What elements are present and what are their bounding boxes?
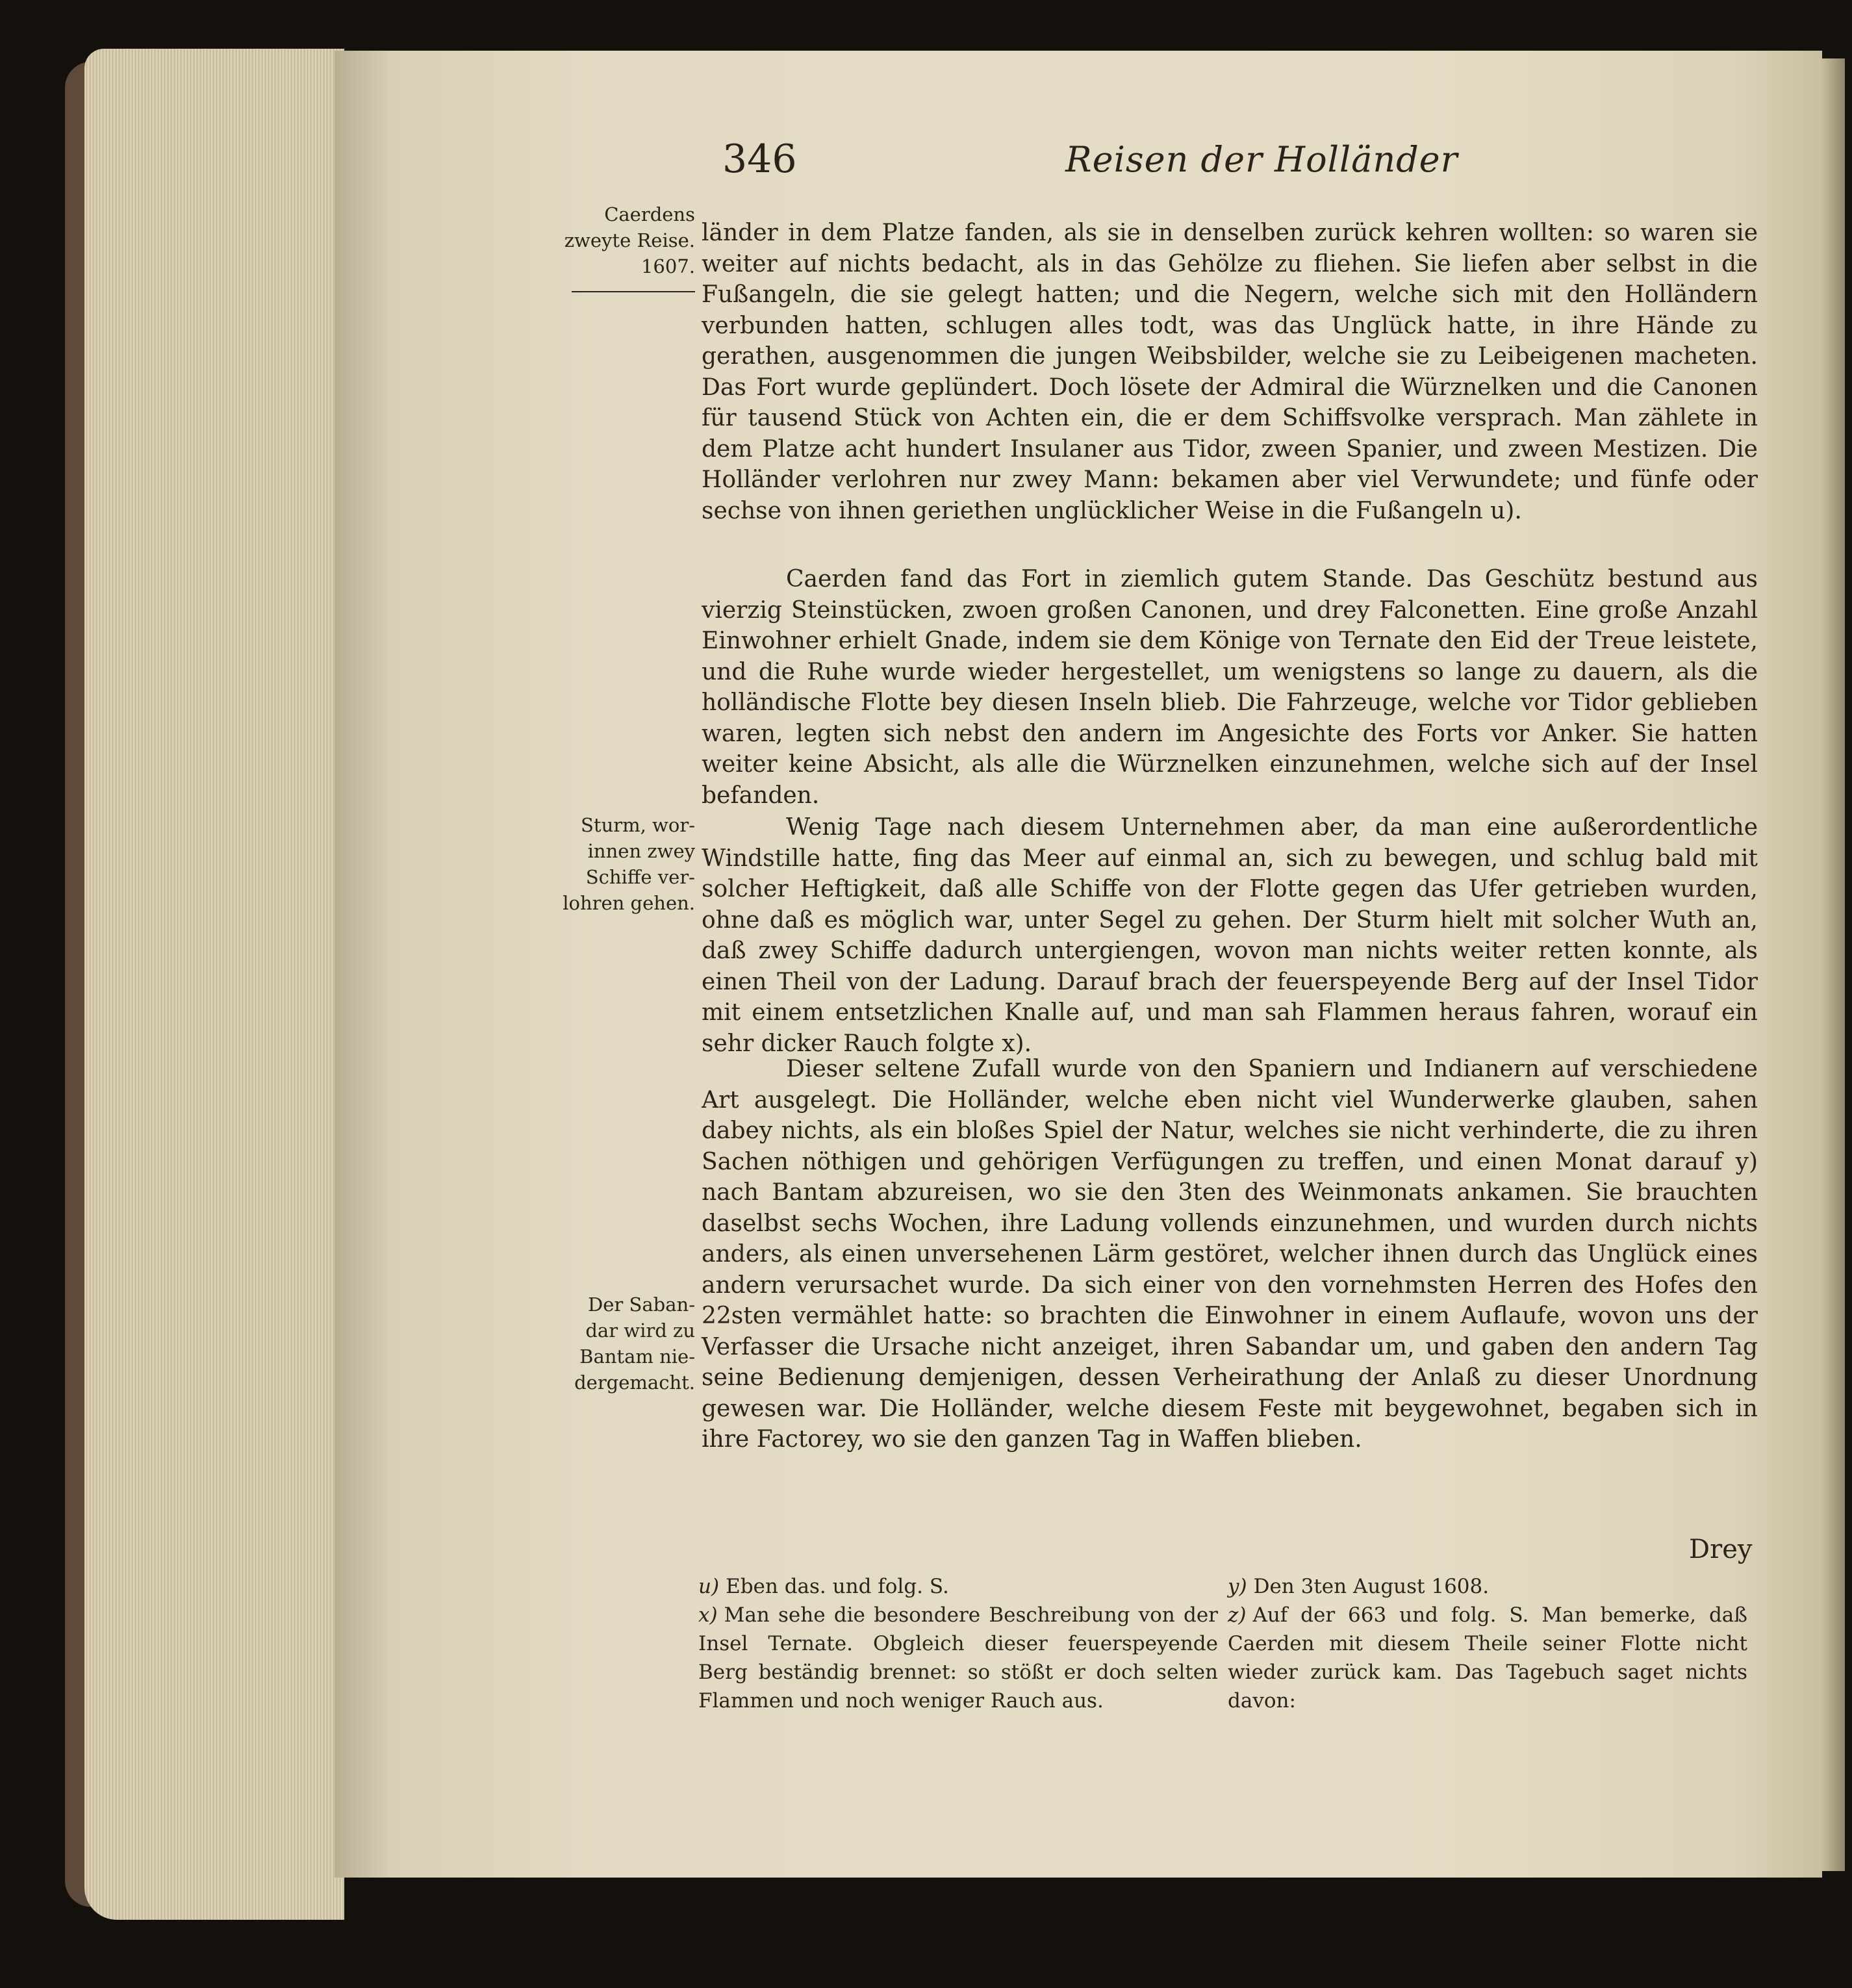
facing-page-edge	[1819, 58, 1845, 1871]
margin-note-line: zweyte Reise.	[564, 229, 695, 251]
margin-note-line: dar wird zu	[585, 1319, 695, 1342]
footnote-mark: x)	[698, 1603, 718, 1627]
margin-note-line: Bantam nie-	[579, 1345, 695, 1368]
footnote	[1228, 1601, 1747, 1715]
margin-note-caerden	[559, 201, 695, 279]
footnote-text: Man sehe die besondere Beschreibung von der Insel Ternate. Obgleich dieser feuerspeyende Berg beständig brennet: so stößt er doch selten Flammen und noch weniger Rauch aus.	[698, 1603, 1218, 1713]
margin-note-rule	[572, 291, 695, 292]
paragraph-4: Dieser seltene Zufall wurde von den Spaniern und Indianern auf verschiedene Art ausgelegt. Die Holländer, welche eben nicht viel Wunderwerke glauben, sahen dabey nichts, als ein bloßes Spiel der Natur, welches sie nicht verhinderte, die zu ihren Sachen nöthigen und gehörigen Verfügungen zu treffen, und einen Monat darauf y) nach Bantam abzureisen, wo sie den 3ten des Weinmonats ankamen. Sie brauchten daselbst sechs Wochen, ihre Ladung vollends einzunehmen, und wurden durch nichts anders, als einen unversehenen Lärm gestöret, welcher ihnen durch das Unglück eines andern verursachet wurde. Da sich einer von den vornehmsten Herren des Hofes den 22sten vermählet hatte: so brachten die Einwohner in einem Auflaufe, wovon uns der Verfasser die Ursache nicht anzeiget, ihren Sabandar um, und gaben den andern Tag seine Bedienung demjenigen, dessen Verheirathung der Anlaß zu dieser Unordnung gewesen war. Die Holländer, welche diesem Feste mit beygewohnet, begaben sich in ihre Factorey, wo sie den ganzen Tag in Waffen blieben.	[702, 1056, 1758, 1453]
paragraph-2: Caerden fand das Fort in ziemlich gutem Stande. Das Geschütz bestund aus vierzig Steinstücken, zwoen großen Canonen, und drey Falconetten. Eine große Anzahl Einwohner erhielt Gnade, indem sie dem Könige von Ternate den Eid der Treue leistete, und die Ruhe wurde wieder hergestellet, um wenigstens so lange zu dauern, als die holländische Flotte bey diesen Inseln blieb. Die Fahrzeuge, welche vor Tidor geblieben waren, legten sich nebst den andern im Angesichte des Forts vor Anker. Sie hatten weiter keine Absicht, als alle die Würznelken einzunehmen, welche sich auf der Insel befanden.	[702, 566, 1758, 809]
margin-note-line: dergemacht.	[574, 1371, 695, 1394]
margin-note-line: Sturm, wor-	[581, 814, 695, 836]
footnotes-right	[1228, 1572, 1747, 1715]
footnote	[698, 1572, 1218, 1601]
running-title: Reisen der Holländer	[1065, 139, 1458, 180]
margin-note-line: lohren gehen.	[563, 892, 695, 914]
footnotes-left	[698, 1572, 1218, 1715]
margin-note-sabandar	[559, 1292, 695, 1395]
margin-note-sturm	[559, 812, 695, 916]
footnote-mark: y)	[1228, 1575, 1247, 1598]
paragraph-3: Wenig Tage nach diesem Unternehmen aber, da man eine außerordentliche Windstille hatte, fing das Meer auf einmal an, sich zu bewegen, und schlug bald mit solcher Heftigkeit, daß alle Schiffe von der Flotte gegen das Ufer getrieben wurden, ohne daß es möglich war, unter Segel zu gehen. Der Sturm hielt mit solcher Wuth an, daß zwey Schiffe dadurch untergiengen, wovon man nichts weiter retten konnte, als einen Theil von der Ladung. Darauf brach der feuerspeyende Berg auf der Insel Tidor mit einem entsetzlichen Knalle auf, und man sah Flammen heraus fahren, worauf ein sehr dicker Rauch folgte x).	[702, 814, 1758, 1057]
footnote	[698, 1601, 1218, 1715]
footnote	[1228, 1572, 1747, 1601]
margin-note-line: 1607.	[641, 255, 695, 277]
footnote-mark: u)	[698, 1575, 720, 1598]
paragraph-1: länder in dem Platze fanden, als sie in denselben zurück kehren wollten: so waren sie weiter auf nichts bedacht, als in das Gehölze zu fliehen. Sie liefen aber selbst in die Fußangeln, die sie gelegt hatten; und die Negern, welche sich mit den Holländern verbunden hatten, schlugen alles todt, was das Unglück hatte, in ihre Hände zu gerathen, ausgenommen die jungen Weibsbilder, welche sie zu Leibeigenen macheten. Das Fort wurde geplündert. Doch lösete der Admiral die Würznelken und die Canonen für tausend Stück von Achten ein, die er dem Schiffsvolke versprach. Man zählete in dem Platze acht hundert Insulaner aus Tidor, zween Spanier, und zween Mestizen. Die Holländer verlohren nur zwey Mann: bekamen aber viel Verwundete; und fünfe oder sechse von ihnen geriethen unglücklicher Weise in die Fußangeln u).	[702, 220, 1758, 524]
page-edges	[84, 49, 344, 1920]
catchword: Drey	[1689, 1535, 1753, 1564]
margin-note-line: Schiffe ver-	[585, 866, 695, 888]
margin-note-line: Der Saban-	[588, 1293, 695, 1316]
page-number: 346	[722, 136, 797, 182]
margin-note-line: Caerdens	[604, 203, 695, 225]
footnote-text: Eben das. und folg. S.	[726, 1575, 949, 1598]
footnote-text: Den 3ten August 1608.	[1253, 1575, 1490, 1598]
footnote-mark: z)	[1228, 1603, 1247, 1627]
margin-note-line: innen zwey	[587, 840, 695, 862]
footnote-text: Auf der 663 und folg. S. Man bemerke, daß Caerden mit diesem Theile seiner Flotte nicht wieder zurück kam. Das Tagebuch saget nichts davon:	[1228, 1603, 1747, 1713]
